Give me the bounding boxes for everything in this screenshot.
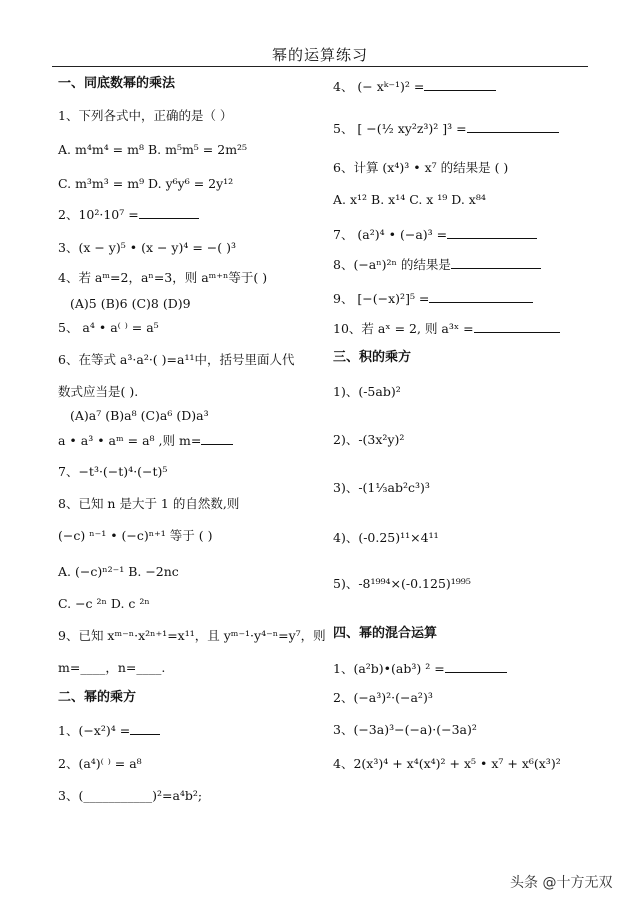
exercise-line [58, 756, 142, 772]
title-rule [52, 66, 588, 67]
exercise-text: 1、(a²b)•(ab³) ² = [333, 661, 445, 676]
exercise-text: A. m⁴m⁴ = m⁸ B. m⁵m⁵ = 2m²⁵ [58, 142, 248, 157]
exercise-text: 7、 (a²)⁴ • (−a)³ = [333, 227, 448, 242]
exercise-text: 8、(−aⁿ)²ⁿ 的结果是 [333, 257, 451, 272]
exercise-text: 3、(___________)²=a⁴b²; [58, 788, 203, 803]
section-heading [333, 350, 411, 366]
exercise-text: 5)、-8¹⁹⁹⁴×(-0.125)¹⁹⁹⁵ [333, 576, 471, 591]
exercise-line [58, 270, 267, 286]
exercise-text: 8、已知 n 是大于 1 的自然数,则 [58, 496, 240, 511]
exercise-text: 4、 (− xᵏ⁻¹)² = [333, 79, 425, 94]
exercise-text: (A)a⁷ (B)a⁸ (C)a⁶ (D)a³ [70, 408, 209, 423]
exercise-text: 2、10²·10⁷ = [58, 207, 139, 222]
exercise-line [333, 576, 471, 592]
exercise-line [58, 788, 202, 804]
exercise-line [58, 722, 160, 739]
section-heading [58, 690, 136, 706]
exercise-text: m=____，n=____. [58, 660, 166, 675]
exercise-line [58, 240, 236, 256]
exercise-line [333, 384, 401, 400]
exercise-line [333, 660, 507, 677]
exercise-line [58, 206, 199, 223]
exercise-line [333, 290, 533, 307]
exercise-text: A. x¹² B. x¹⁴ C. x ¹⁹ D. x⁸⁴ [333, 192, 486, 207]
exercise-text: 7、−t³·(−t)⁴·(−t)⁵ [58, 464, 168, 479]
exercise-line [58, 108, 232, 124]
exercise-text: 三、积的乘方 [333, 350, 412, 365]
exercise-line [58, 142, 247, 158]
exercise-text: (A)5 (B)6 (C)8 (D)9 [70, 296, 191, 311]
exercise-line [333, 160, 508, 176]
exercise-text: A. (−c)ⁿ²⁻¹ B. −2nc [58, 564, 179, 579]
exercise-text: 4、若 aᵐ=2，aⁿ=3，则 aᵐ⁺ⁿ等于( ) [58, 270, 268, 285]
exercise-text: 一、同底数幂的乘法 [58, 76, 176, 91]
exercise-text: 6、在等式 a³·a²·( )=a¹¹中，括号里面人代 [58, 352, 295, 367]
section-heading [58, 76, 175, 92]
exercise-text: 3、(x − y)⁵ • (x − y)⁴ = −( )³ [58, 240, 236, 255]
exercise-line [333, 480, 430, 496]
answer-blank[interactable] [201, 432, 233, 445]
exercise-text: 9、 [−(−x)²]⁵ = [333, 291, 430, 306]
exercise-line [333, 78, 496, 95]
exercise-line [333, 722, 477, 738]
exercise-line [70, 296, 191, 312]
section-heading [333, 626, 437, 642]
exercise-line [333, 226, 537, 243]
exercise-line [58, 320, 159, 336]
exercise-line [58, 596, 150, 612]
exercise-line [333, 120, 559, 137]
exercise-line [333, 256, 541, 273]
answer-blank[interactable] [467, 120, 559, 133]
exercise-text: 1、(−x²)⁴ = [58, 723, 131, 738]
exercise-text: 二、幂的乘方 [58, 690, 137, 705]
exercise-text: 10、若 aˣ = 2, 则 a³ˣ = [333, 321, 474, 336]
exercise-text: 2)、-(3x²y)² [333, 432, 405, 447]
exercise-line [333, 320, 560, 337]
exercise-text: 四、幂的混合运算 [333, 626, 438, 641]
exercise-line [333, 192, 486, 208]
watermark: 头条 @十方无双 [510, 875, 613, 891]
exercise-text: 5、 a⁴ • a⁽ ⁾ = a⁵ [58, 320, 159, 335]
exercise-line [333, 690, 433, 706]
exercise-line [70, 408, 209, 424]
exercise-text: 数式应当是( ). [58, 384, 139, 399]
exercise-line [58, 432, 233, 449]
exercise-line [333, 530, 439, 546]
exercise-line [58, 384, 138, 400]
exercise-text: a • a³ • aᵐ = a⁸ ,则 m= [58, 433, 202, 448]
exercise-text: (−c) ⁿ⁻¹ • (−c)ⁿ⁺¹ 等于 ( ) [58, 528, 213, 543]
exercise-text: C. m³m³ = m⁹ D. y⁶y⁶ = 2y¹² [58, 176, 234, 191]
answer-blank[interactable] [445, 660, 507, 673]
exercise-text: 3)、-(1⅓ab²c³)³ [333, 480, 430, 495]
exercise-text: 1)、(-5ab)² [333, 384, 401, 399]
exercise-text: 6、计算 (x⁴)³ • x⁷ 的结果是 ( ) [333, 160, 509, 175]
exercise-line [58, 176, 233, 192]
answer-blank[interactable] [424, 78, 496, 91]
exercise-text: 2、(−a³)²·(−a²)³ [333, 690, 433, 705]
answer-blank[interactable] [139, 206, 199, 219]
exercise-line [58, 528, 212, 544]
exercise-text: 4)、(-0.25)¹¹×4¹¹ [333, 530, 439, 545]
page-title: 幂的运算练习 [271, 46, 368, 64]
exercise-line [333, 432, 404, 448]
exercise-line [58, 628, 326, 644]
answer-blank[interactable] [130, 722, 160, 735]
exercise-line [58, 496, 239, 512]
exercise-text: 3、(−3a)³−(−a)·(−3a)² [333, 722, 477, 737]
exercise-text: 9、已知 xᵐ⁻ⁿ·x²ⁿ⁺¹=x¹¹，且 yᵐ⁻¹·y⁴⁻ⁿ=y⁷，则 [58, 628, 326, 643]
exercise-text: 2、(a⁴)⁽ ⁾ = a⁸ [58, 756, 142, 771]
exercise-line [58, 352, 294, 368]
exercise-text: 4、2(x³)⁴ + x⁴(x⁴)² + x⁵ • x⁷ + x⁶(x³)² [333, 756, 561, 771]
exercise-line [58, 660, 165, 676]
answer-blank[interactable] [451, 256, 541, 269]
answer-blank[interactable] [474, 320, 560, 333]
exercise-line [58, 564, 179, 580]
answer-blank[interactable] [447, 226, 537, 239]
exercise-line [58, 464, 167, 480]
exercise-text: 1、下列各式中，正确的是（ ） [58, 108, 233, 123]
answer-blank[interactable] [429, 290, 533, 303]
exercise-text: 5、 [ −(½ xy²z³)² ]³ = [333, 121, 467, 136]
exercise-line [333, 756, 561, 772]
exercise-text: C. −c ²ⁿ D. c ²ⁿ [58, 596, 150, 611]
